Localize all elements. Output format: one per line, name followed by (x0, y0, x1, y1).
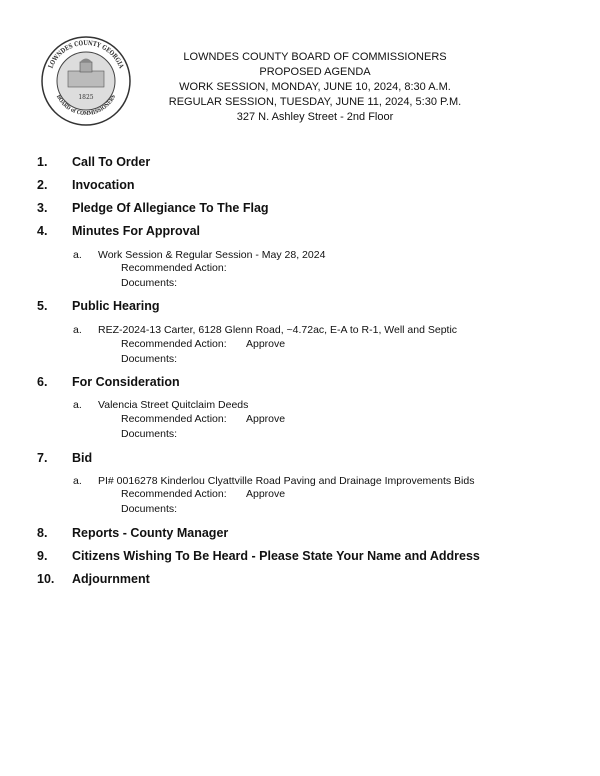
sub-item-text: PI# 0016278 Kinderlou Clyattville Road Paving and Drainage Improvements Bids (98, 475, 475, 487)
agenda-item-number: 7. (37, 451, 48, 465)
agenda-item-title: Reports - County Manager (72, 526, 229, 540)
agenda-item-number: 2. (37, 178, 48, 192)
recommended-action-label: Recommended Action: (121, 488, 227, 500)
agenda-item-title: For Consideration (72, 375, 180, 389)
documents-label: Documents: (121, 353, 178, 365)
recommended-action-value: Approve (246, 338, 286, 350)
agenda-item-number: 9. (37, 549, 48, 563)
recommended-action-label: Recommended Action: (121, 262, 227, 274)
sub-item-text: REZ-2024-13 Carter, 6128 Glenn Road, ~4.72ac, E-A to R-1, Well and Septic (98, 324, 458, 336)
agenda-item-number: 10. (37, 572, 55, 586)
sub-item-letter: a. (73, 249, 82, 261)
agenda-item-title: Pledge Of Allegiance To The Flag (72, 201, 269, 215)
svg-text:1825: 1825 (78, 94, 94, 101)
header-location: 327 N. Ashley Street - 2nd Floor (236, 111, 394, 123)
agenda-item-number: 5. (37, 299, 48, 313)
header-doc-type: PROPOSED AGENDA (259, 66, 371, 78)
agenda-item-title: Citizens Wishing To Be Heard - Please State Your Name and Address (72, 549, 480, 563)
sub-item-text: Valencia Street Quitclaim Deeds (98, 399, 249, 411)
header-block (140, 50, 490, 125)
documents-label: Documents: (121, 428, 178, 440)
agenda-item-title: Invocation (72, 178, 135, 192)
sub-item-letter: a. (73, 399, 82, 411)
svg-text:BOARD of COMMISSIONERS: BOARD of COMMISSIONERS (54, 93, 118, 118)
sub-item-text: Work Session & Regular Session - May 28, 2024 (98, 249, 326, 261)
agenda-item-title: Bid (72, 451, 93, 465)
agenda-item-number: 8. (37, 526, 48, 540)
sub-item-letter: a. (73, 475, 82, 487)
svg-text:LOWNDES COUNTY GEORGIA: LOWNDES COUNTY GEORGIA (46, 38, 126, 71)
agenda-item-number: 6. (37, 375, 48, 389)
header-work-session: WORK SESSION, MONDAY, JUNE 10, 2024, 8:30 A.M. (179, 81, 451, 93)
header-regular-session: REGULAR SESSION, TUESDAY, JUNE 11, 2024, 5:30 P.M. (168, 96, 462, 108)
agenda-item-title: Minutes For Approval (72, 224, 201, 238)
agenda-item-number: 4. (37, 224, 48, 238)
header-org: LOWNDES COUNTY BOARD OF COMMISSIONERS (183, 51, 447, 63)
agenda-item-number: 1. (37, 155, 48, 169)
agenda-item-number: 3. (37, 201, 48, 215)
agenda-item-title: Call To Order (72, 155, 151, 169)
recommended-action-label: Recommended Action: (121, 338, 227, 350)
documents-label: Documents: (121, 277, 178, 289)
documents-label: Documents: (121, 503, 178, 515)
recommended-action-label: Recommended Action: (121, 413, 227, 425)
agenda-item-title: Public Hearing (72, 299, 160, 313)
agenda-item-title: Adjournment (72, 572, 150, 586)
recommended-action-value: Approve (246, 413, 286, 425)
recommended-action-value: Approve (246, 488, 286, 500)
sub-item-letter: a. (73, 324, 82, 336)
county-seal-logo (40, 35, 132, 127)
